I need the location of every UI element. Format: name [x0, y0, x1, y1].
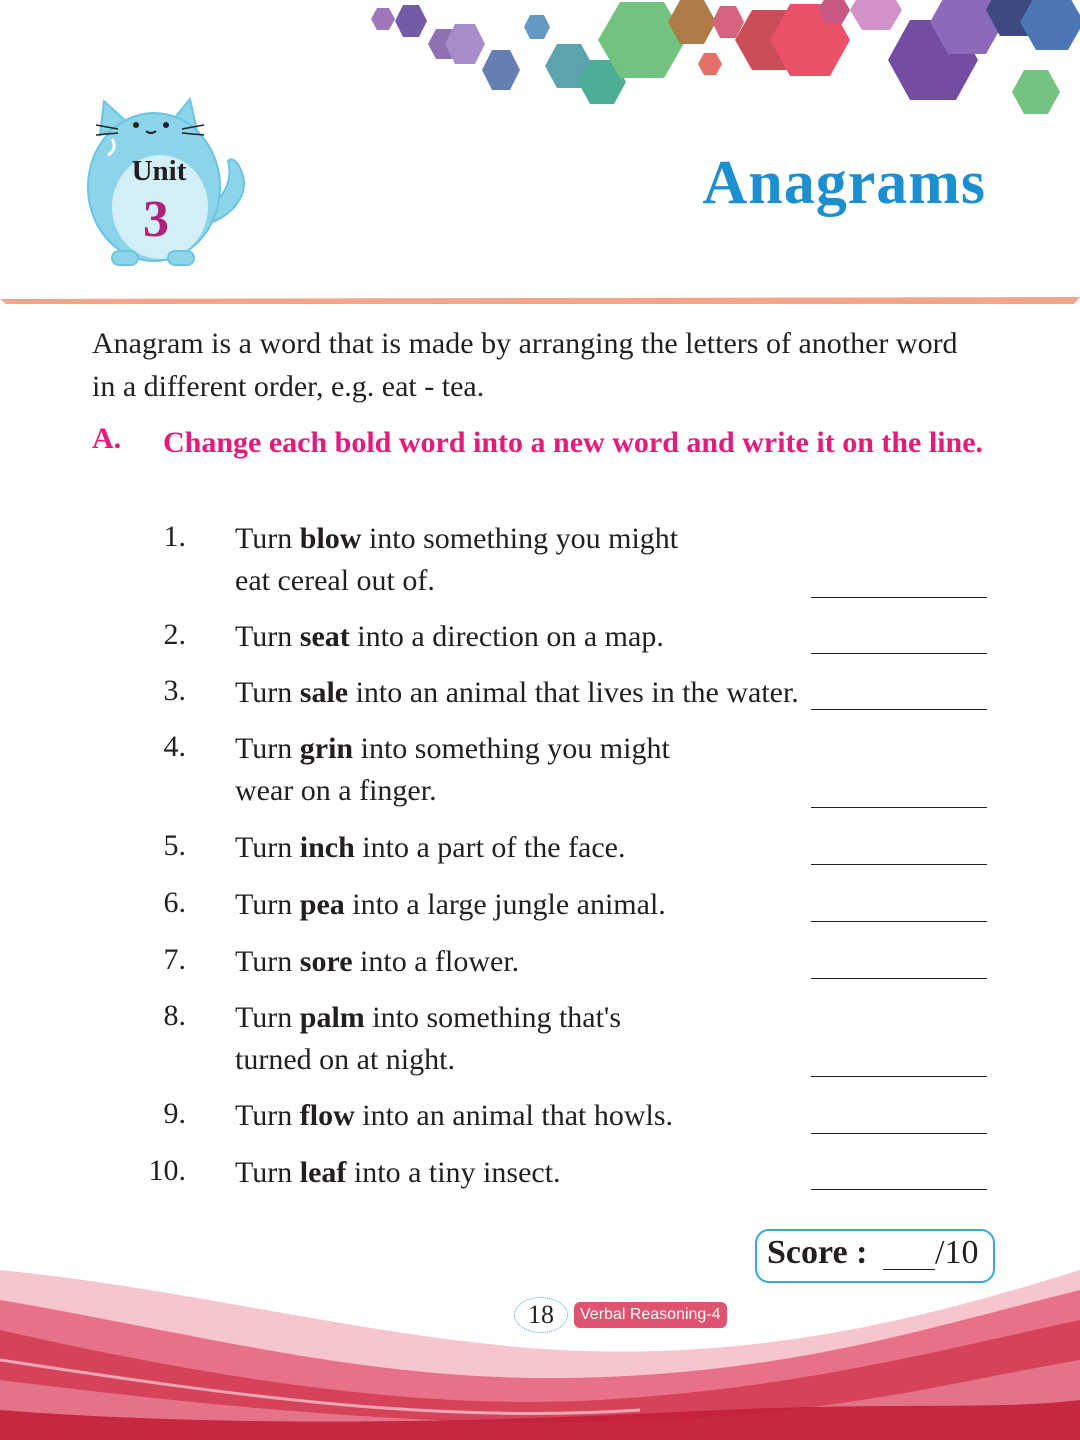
- question-prefix: Turn: [235, 888, 300, 921]
- question-number: 5.: [163, 829, 186, 862]
- unit-label: Unit: [131, 155, 187, 187]
- question-text: [235, 997, 815, 1081]
- intro-line-1: Anagram is a word that is made by arranging the letters of another word: [92, 327, 958, 360]
- question-suffix: into an animal that howls.: [354, 1099, 674, 1132]
- question-suffix: into a direction on a map.: [349, 620, 664, 653]
- answer-line[interactable]: [811, 978, 987, 979]
- answer-line[interactable]: [811, 1133, 987, 1134]
- answer-line[interactable]: [811, 864, 987, 865]
- question-suffix: into something that's: [364, 1001, 622, 1034]
- question-prefix: Turn: [235, 676, 300, 709]
- bold-word: palm: [299, 1001, 365, 1034]
- answer-line[interactable]: [811, 597, 987, 598]
- question-prefix: Turn: [235, 1001, 300, 1034]
- question-number: 10.: [148, 1154, 186, 1187]
- question-text: [235, 672, 825, 714]
- question-number: 1.: [163, 520, 186, 553]
- section-letter: A.: [92, 422, 122, 455]
- answer-line[interactable]: [811, 1076, 987, 1077]
- question-suffix: into a tiny insect.: [346, 1156, 561, 1189]
- question-number: 6.: [163, 886, 186, 919]
- question-suffix: into something you might: [361, 522, 679, 555]
- intro-paragraph: [92, 322, 992, 408]
- question-suffix: into a large jungle animal.: [344, 888, 666, 921]
- question-text: [235, 616, 815, 658]
- bold-word: leaf: [299, 1156, 347, 1189]
- question-prefix: Turn: [235, 732, 300, 765]
- page-title: Anagrams: [702, 149, 986, 217]
- question-number: 7.: [163, 943, 186, 976]
- question-suffix: into a part of the face.: [354, 831, 626, 864]
- question-text: [235, 884, 815, 926]
- answer-line[interactable]: [811, 653, 987, 654]
- question-number: 9.: [163, 1097, 186, 1130]
- page-number: 18: [514, 1297, 568, 1333]
- question-number: 4.: [163, 730, 186, 763]
- question-number: 2.: [163, 618, 186, 651]
- question-prefix: Turn: [235, 1099, 300, 1132]
- bold-word: sore: [299, 945, 353, 978]
- footer-wave-decoration: [0, 1260, 1080, 1440]
- question-continuation: wear on a finger.: [235, 774, 437, 807]
- answer-line[interactable]: [811, 1189, 987, 1190]
- question-text: [235, 827, 815, 869]
- question-text: [235, 941, 815, 983]
- question-suffix: into something you might: [353, 732, 670, 765]
- question-prefix: Turn: [235, 1156, 300, 1189]
- question-prefix: Turn: [235, 831, 300, 864]
- question-suffix: into a flower.: [352, 945, 520, 978]
- answer-line[interactable]: [811, 807, 987, 808]
- bold-word: inch: [299, 831, 355, 864]
- bold-word: seat: [299, 620, 350, 653]
- answer-line[interactable]: [811, 709, 987, 710]
- book-title-tag: Verbal Reasoning-4: [574, 1302, 727, 1328]
- intro-line-2: in a different order, e.g. eat - tea.: [92, 370, 485, 403]
- score-blank[interactable]: [883, 1269, 935, 1270]
- score-label: Score :: [767, 1234, 868, 1271]
- question-continuation: turned on at night.: [235, 1043, 455, 1076]
- question-continuation: eat cereal out of.: [235, 564, 435, 597]
- section-instruction: Change each bold word into a new word and write it on the line.: [163, 426, 984, 459]
- bold-word: grin: [299, 732, 354, 765]
- score-max: /10: [935, 1234, 979, 1271]
- header-divider: [0, 296, 1080, 306]
- question-prefix: Turn: [235, 620, 300, 653]
- bold-word: pea: [299, 888, 345, 921]
- question-text: [235, 518, 815, 602]
- score-box: [755, 1229, 995, 1283]
- question-prefix: Turn: [235, 522, 300, 555]
- bold-word: blow: [299, 522, 362, 555]
- question-number: 3.: [163, 674, 186, 707]
- answer-line[interactable]: [811, 921, 987, 922]
- unit-number: 3: [143, 191, 169, 248]
- bold-word: flow: [299, 1099, 355, 1132]
- question-prefix: Turn: [235, 945, 300, 978]
- question-text: [235, 728, 815, 812]
- question-text: [235, 1095, 815, 1137]
- question-number: 8.: [163, 999, 186, 1032]
- bold-word: sale: [299, 676, 349, 709]
- question-text: [235, 1152, 815, 1194]
- question-suffix: into an animal that lives in the water.: [348, 676, 799, 709]
